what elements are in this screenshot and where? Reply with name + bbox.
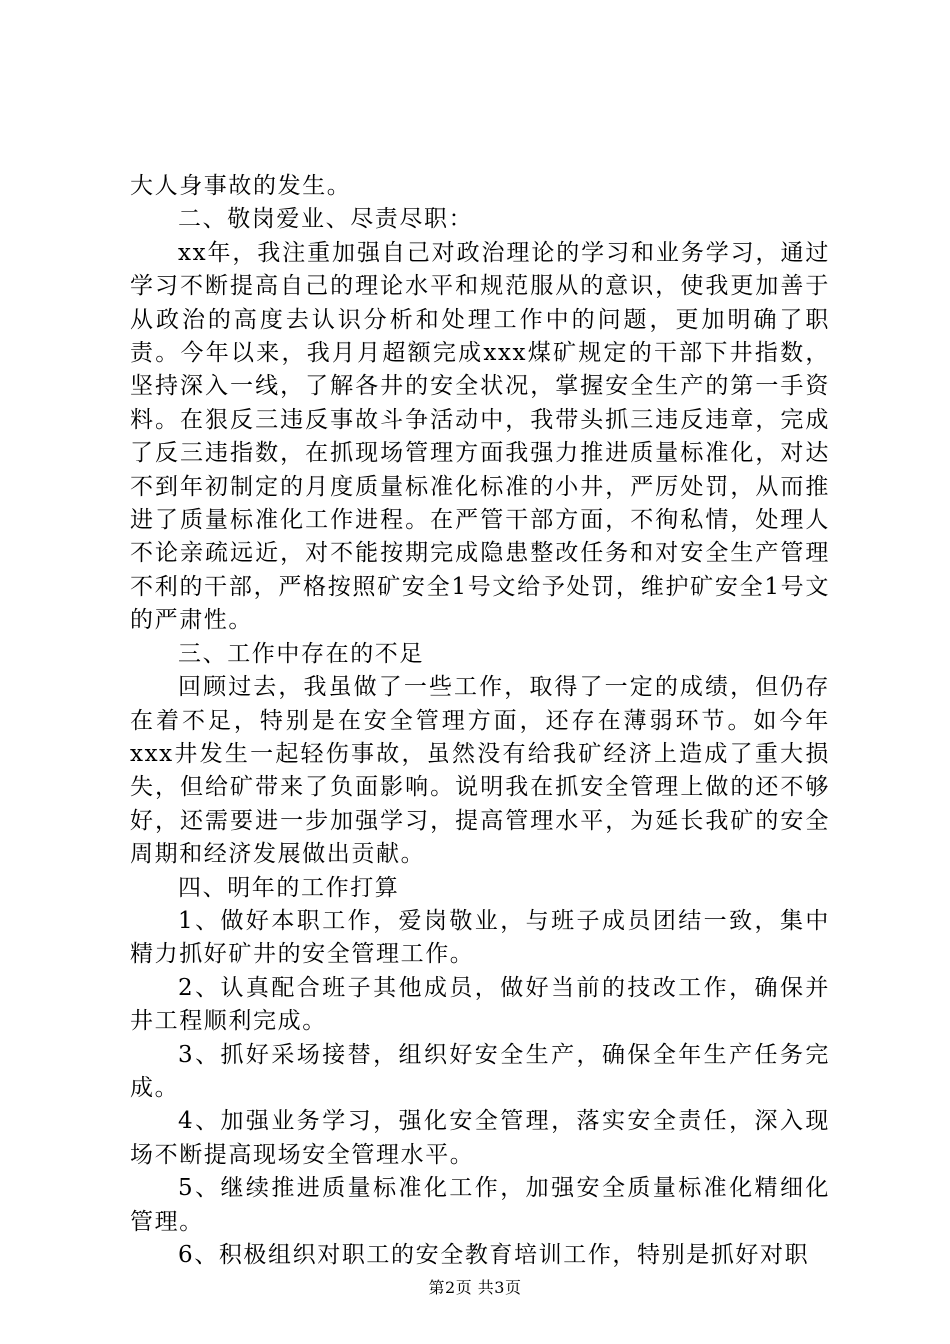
list-item: 2、认真配合班子其他成员，做好当前的技改工作，确保并井工程顺利完成。 — [130, 974, 830, 1035]
paragraph: 回顾过去，我虽做了一些工作，取得了一定的成绩，但仍存在着不足，特别是在安全管理方面，还存在薄弱环节。如今年xxx井发生一起轻伤事故，虽然没有给我矿经济上造成了重大损失，但给矿带来了负面影响。说明我在抓安全管理上做的还不够好，还需要进一步加强学习，提高管理水平，为延长我矿的安全周期和经济发展做出贡献。 — [130, 674, 830, 868]
document-body — [130, 170, 830, 1272]
list-item: 3、抓好采场接替，组织好安全生产，确保全年生产任务完成。 — [130, 1041, 830, 1101]
list-item: 1、做好本职工作，爱岗敬业，与班子成员团结一致，集中精力抓好矿井的安全管理工作。 — [130, 907, 830, 968]
paragraph: 大人身事故的发生。 — [130, 173, 352, 199]
list-item: 4、加强业务学习，强化安全管理，落实安全责任，深入现场不断提高现场安全管理水平。 — [130, 1108, 830, 1168]
section-heading: 二、敬岗爱业、尽责尽职： — [178, 206, 474, 233]
section-heading: 三、工作中存在的不足 — [178, 640, 424, 667]
list-item: 5、继续推进质量标准化工作，加强安全质量标准化精细化管理。 — [130, 1175, 830, 1235]
paragraph: xx年，我注重加强自己对政治理论的学习和业务学习，通过学习不断提高自己的理论水平和规范服从的意识，使我更加善于从政治的高度去认识分析和处理工作中的问题，更加明确了职责。今年以来，我月月超额完成xxx煤矿规定的干部下井指数，坚持深入一线，了解各井的安全状况，掌握安全生产的第一手资料。在狠反三违反事故斗争活动中，我带头抓三违反违章，完成了反三违指数，在抓现场管理方面我强力推进质量标准化，对达不到年初制定的月度质量标准化标准的小井，严厉处罚，从而推进了质量标准化工作进程。在严管干部方面，不徇私情，处理人不论亲疏远近，对不能按期完成隐患整改任务和对安全生产管理不利的干部，严格按照矿安全1号文给予处罚，维护矿安全1号文的严肃性。 — [130, 239, 830, 634]
section-heading: 四、明年的工作打算 — [178, 874, 400, 901]
page-number-footer: 第2页 共3页 — [428, 1278, 522, 1297]
list-item: 6、积极组织对职工的安全教育培训工作，特别是抓好对职 — [178, 1242, 810, 1268]
